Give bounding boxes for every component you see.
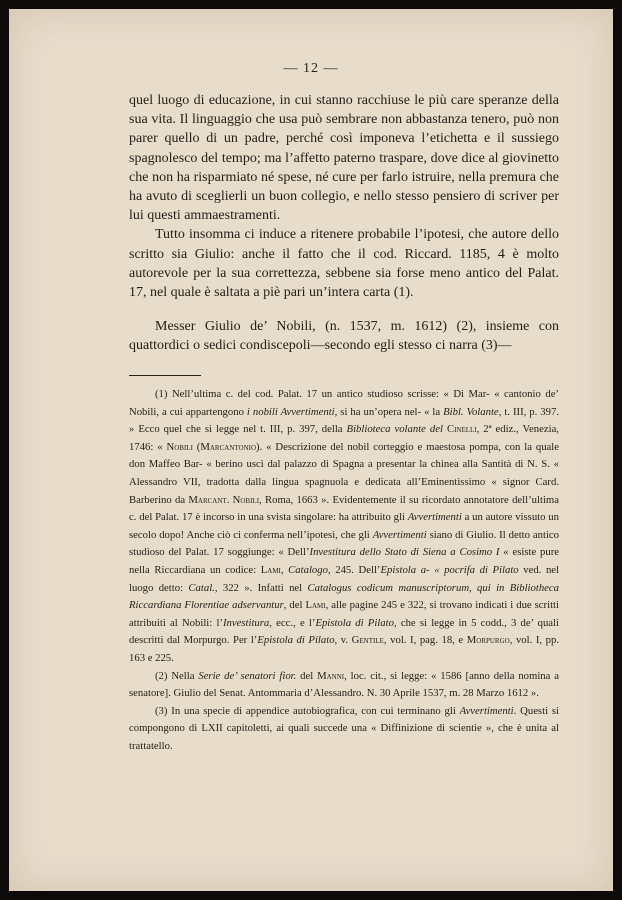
footnote-separator — [129, 375, 201, 376]
page-number: — 12 — — [283, 61, 339, 76]
footnote-1: (1) Nell’ultima c. del cod. Palat. 17 un antico studioso scrisse: « Di Mar- « cantonio de’ Nobili, a cui appartengono i nobili Avvertimenti, si ha un’opera nel- « la Bibl. Volante, t. III, p. 397. » Ecco quel che si legge nel t. III, p. 397, della Biblioteca volante del Cinelli, 2ª ediz., Venezia, 1746: « Nobili (Marcantonio). « Descrizione del nobil corteggio e maestosa pompa, con la quale don Maffeo Bar- « berino uscì dal palazzo di Spagna a presentar la chinea alla Santità di N. S. « Alessandro VII, tradotta dalla lingua spagnuola e dedicata all’Eminentissimo « signor Card. Barberino da Marcant. Nobili, Roma, 1663 ». Evidentemente il su ricordato annotatore dell’ultima c. del Palat. 17 è incorso in una svista singolare: ha attribuito gli Avvertimenti a un autore vissuto un secolo dopo! Anche ciò ci conferma nell’ipotesi, che gli Avvertimenti siano di Giulio. Il detto antico studioso del Palat. 17 soggiunge: « Dell’Investitura dello Stato di Siena a Cosimo I « esiste pure nella Riccardiana un codice: Lami, Catalogo, 245. Dell’Epistola a- « pocrifa di Pilato ved. nel luogo detto: Catal., 322 ». Infatti nel Catalogus codicum manuscriptorum, qui in Bibliotheca Riccardiana Florentiae adservantur, del Lami, alle pagine 245 e 322, si trovano indicati i due scritti attribuiti al Nobili: l’Investitura, ecc., e l’Epistola di Pilato, che si legge in 5 codd., 3 de’ quali descritti dal Morpurgo. Per l’Epistola di Pilato, v. Gentile, vol. I, pag. 18, e Morpurgo, vol. I, pp. 163 e 225. — [129, 388, 560, 664]
paragraph-3: Messer Giulio de’ Nobili, (n. 1537, m. 1612) (2), insieme con quattordici o sedici condiscepoli—secondo egli stesso ci narra (3)— — [129, 319, 559, 354]
paragraph-1: quel luogo di educazione, in cui stanno racchiuse le più care speranze della sua vita. Il linguaggio che usa può sembrare non abbastanza tenero, può non parer quello di un padre, perché così imponeva l’etichetta e il sussiego spagnolesco del tempo; ma l’affetto paterno traspare, dove dice al giovinetto che non ha risparmiato né spese, né cure per farlo istruire, nella premura che ha avuto di sceglierli un buon collegio, e nello stesso pensiero di scriver per lui questi ammaestramenti. — [129, 93, 559, 224]
footnote-3: (3) In una specie di appendice autobiografica, con cui terminano gli Avvertimenti. Questi si compongono di LXII capitoletti, ai quali succede una « Diffinizione di scientie », che è unita al trattatello. — [129, 704, 559, 752]
footnote-2: (2) Nella Serie de’ senatori fior. del Manni, loc. cit., si legge: « 1586 [anno della nomina a senatore]. Giulio del Senat. Antommaria d’Alessandro. N. 30 Aprile 1537, m. 28 Marzo 1612 ». — [129, 669, 559, 700]
footnotes — [129, 386, 559, 755]
main-text — [129, 91, 559, 356]
book-page — [9, 9, 613, 891]
paragraph-2: Tutto insomma ci induce a ritenere probabile l’ipotesi, che autore dello scritto sia Giulio: anche il fatto che il cod. Riccard. 1185, 4 è molto autorevole per la sua correttezza, sebbene sia forse meno antico del Palat. 17, nel quale è saltata a piè pari un’intera carta (1). — [129, 227, 559, 301]
